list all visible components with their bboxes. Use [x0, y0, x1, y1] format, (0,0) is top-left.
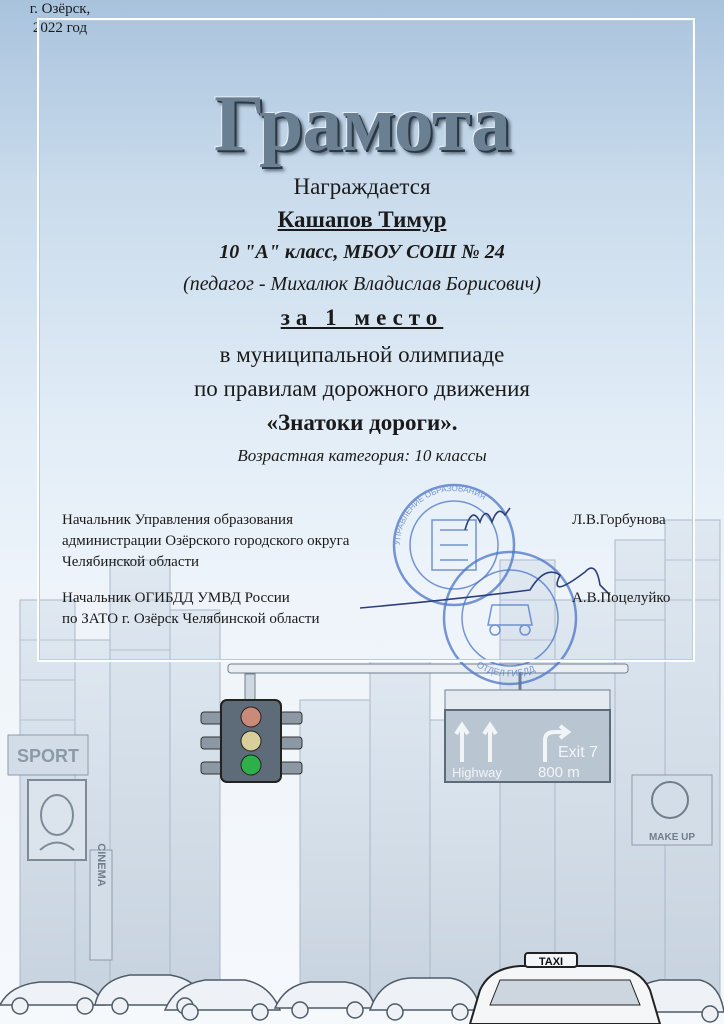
signatory-2-line-1: Начальник ОГИБДД УМВД России: [62, 590, 290, 606]
year-text: 2022 год: [32, 20, 88, 36]
billboard-cinema-text: CINEMA: [95, 843, 107, 887]
signatory-2-name: А.В.Поцелуйко: [572, 590, 671, 606]
taxi-sign-text: TAXI: [538, 956, 564, 968]
billboard-cinema: [90, 843, 112, 960]
age-category: Возрастная категория: 10 классы: [237, 446, 487, 465]
event-line-2: по правилам дорожного движения: [193, 376, 531, 401]
place-line: за 1 место: [280, 305, 444, 330]
certificate-title: Грамота: [213, 80, 510, 168]
event-name: «Знатоки дороги».: [266, 410, 458, 435]
billboard-sport: [8, 735, 88, 775]
teacher-line: (педагог - Михалюк Владислав Борисович): [183, 273, 541, 295]
city-text: г. Озёрск,: [29, 1, 91, 17]
road-sign-highway-text: Highway: [452, 765, 502, 780]
education-stamp: [393, 484, 514, 605]
signatory-1-position: [62, 510, 349, 573]
signatory-1-name: Л.В.Горбунова: [572, 512, 666, 528]
event-line-1: в муниципальной олимпиаде: [219, 342, 505, 367]
signatory-1-line-1: Начальник Управления образования: [62, 512, 293, 528]
class-school-line: 10 "А" класс, МБОУ СОШ № 24: [219, 241, 505, 263]
billboard-makeup-text: MAKE UP: [648, 832, 696, 843]
signatory-1-line-2: администрации Озёрского городского округа: [62, 533, 350, 549]
yellow-light-icon: [241, 731, 261, 751]
portrait-billboard: [28, 780, 86, 860]
education-stamp-text: УПРАВЛЕНИЕ ОБРАЗОВАНИЯ: [392, 483, 488, 546]
signatory-2-line-2: по ЗАТО г. Озёрск Челябинской области: [62, 611, 320, 627]
signatory-2-position: [62, 588, 320, 630]
recipient-name: Кашапов Тимур: [277, 207, 447, 232]
billboard-sport-text: SPORT: [16, 746, 80, 766]
signatory-1-line-3: Челябинской области: [62, 554, 200, 570]
billboard-makeup: [632, 775, 712, 845]
road-sign-distance-text: 800 m: [538, 764, 580, 781]
green-light-icon: [241, 755, 261, 775]
road-sign-exit-text: Exit 7: [558, 744, 599, 761]
police-stamp-text: ОТДЕЛ ГИБДД: [475, 659, 537, 679]
awarded-label: Награждается: [293, 174, 431, 199]
red-light-icon: [241, 707, 261, 727]
